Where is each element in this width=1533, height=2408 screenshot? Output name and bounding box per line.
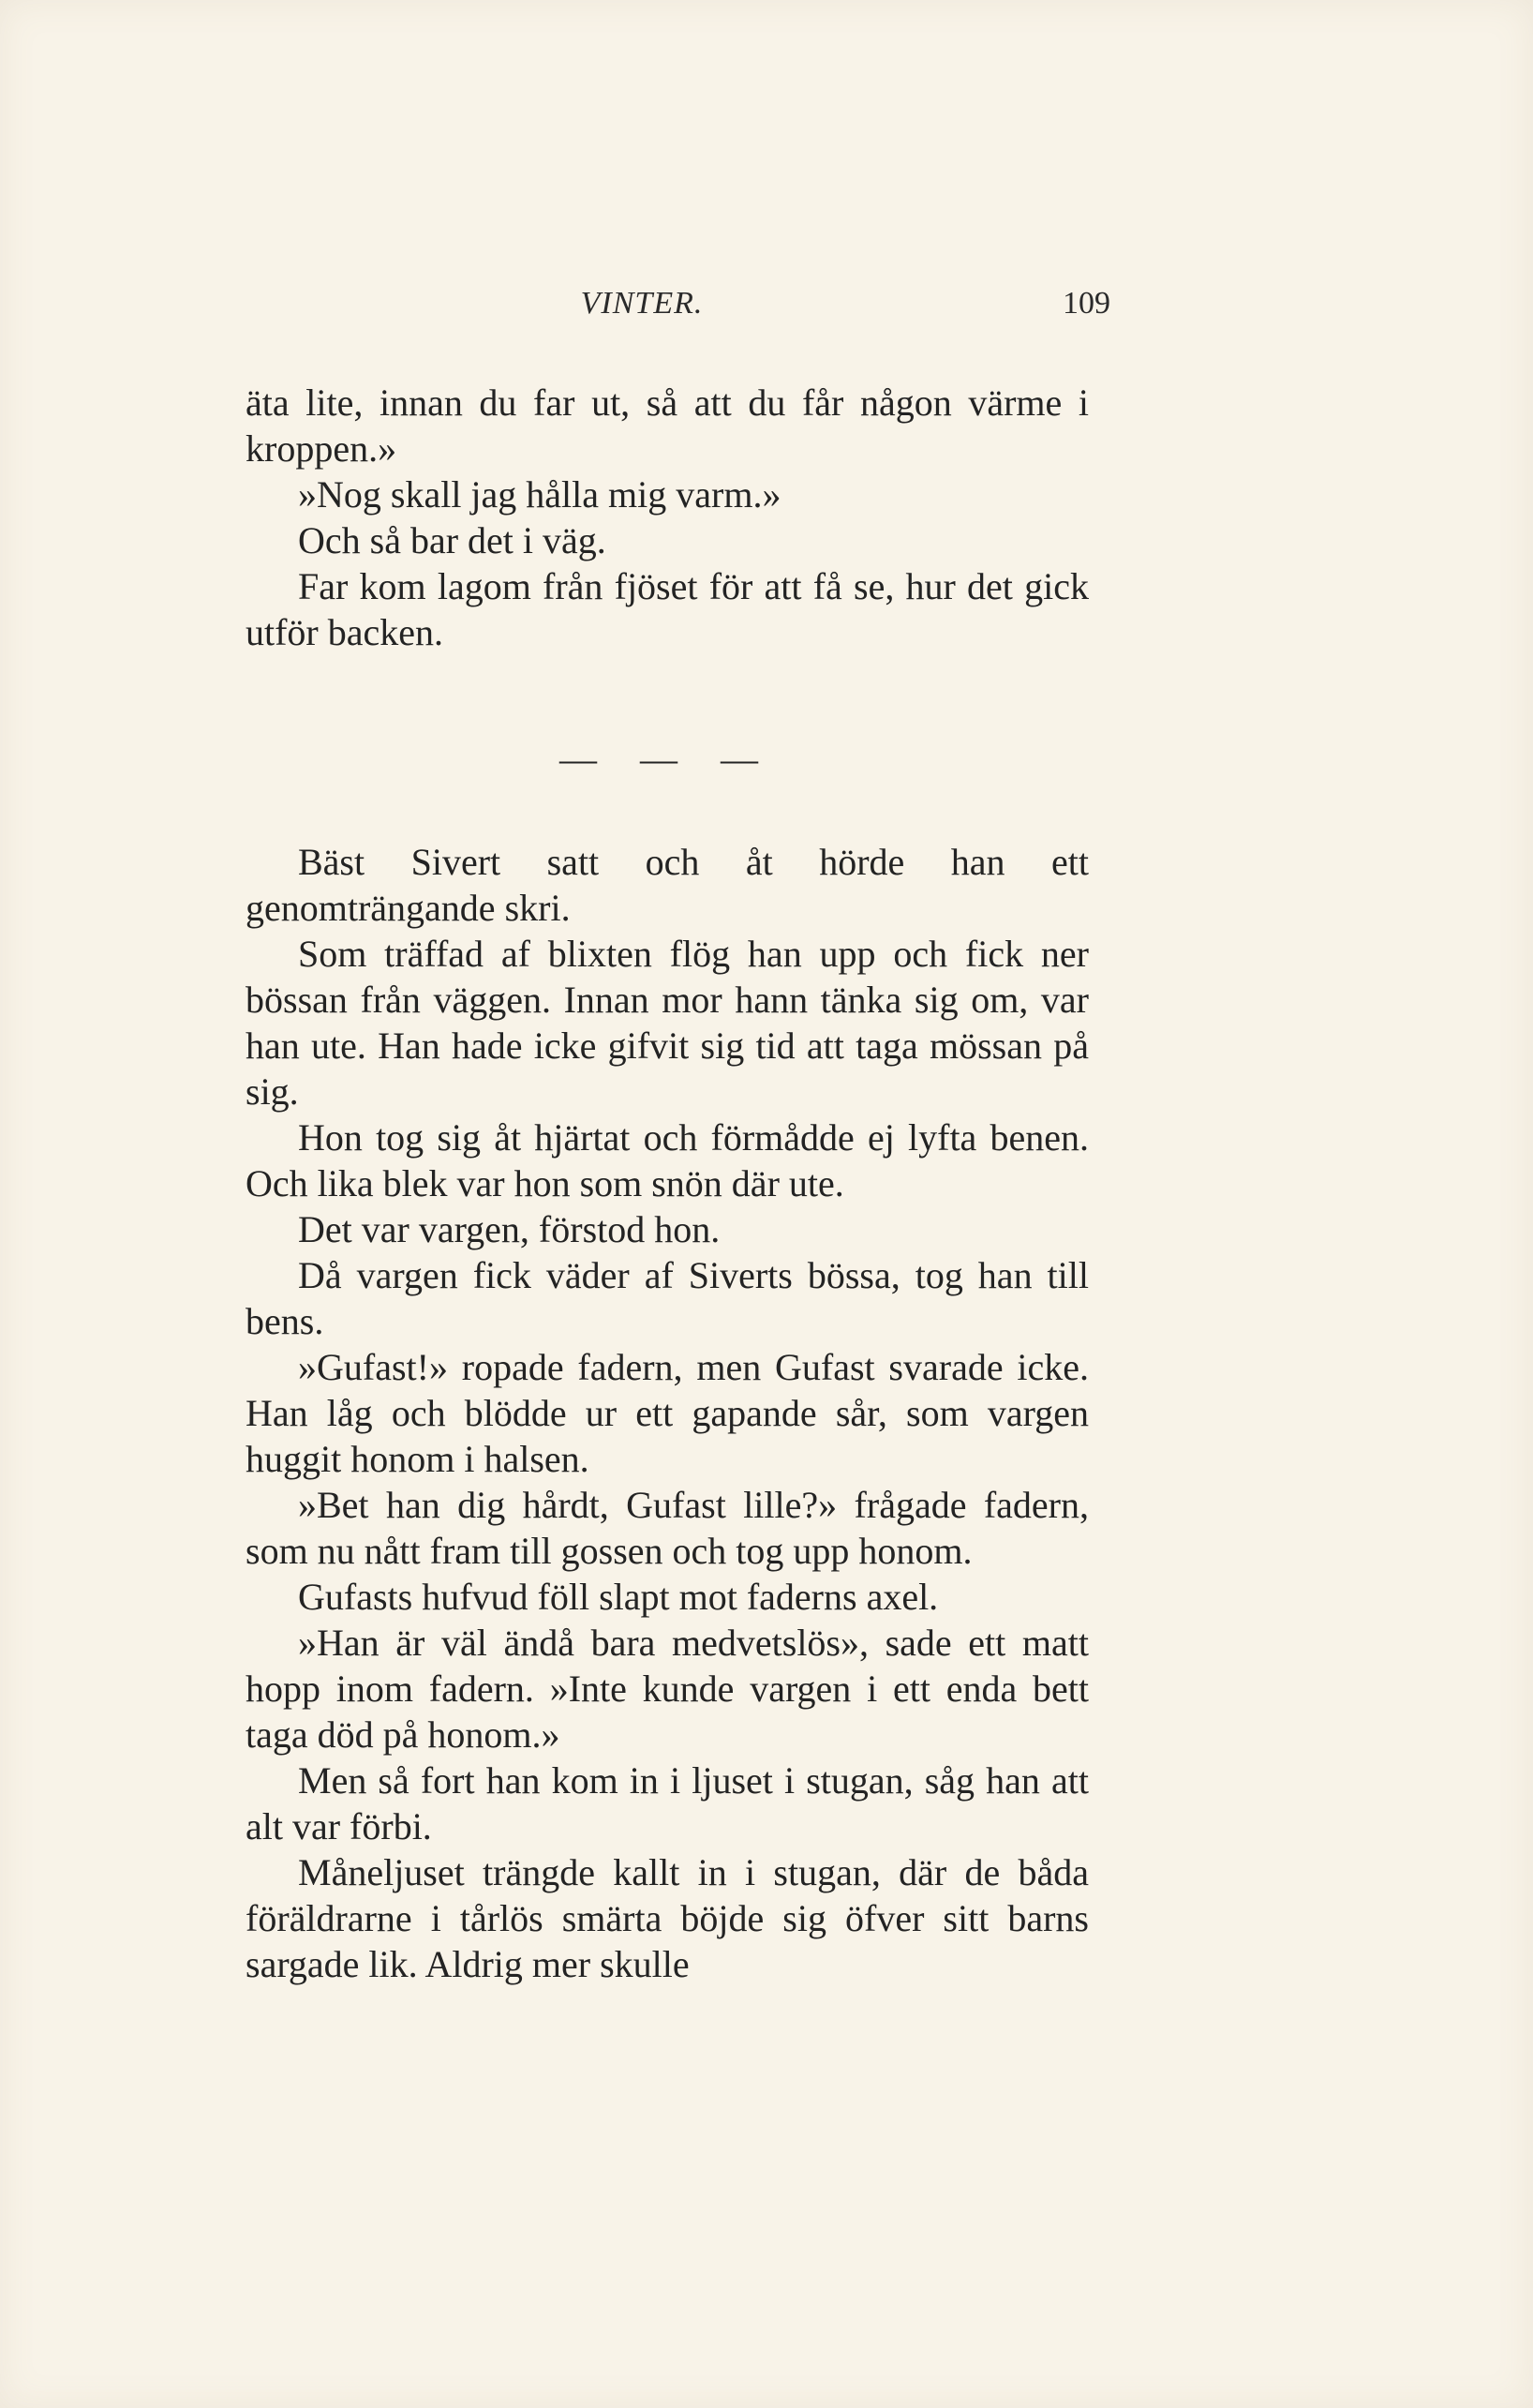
running-title: VINTER. — [580, 286, 704, 321]
paragraph: Men så fort han kom in i ljuset i stugan, såg han att alt var förbi. — [246, 1759, 1089, 1847]
paragraph: Det var vargen, förstod hon. — [298, 1208, 721, 1250]
page-number: 109 — [1063, 286, 1110, 321]
page-header — [173, 286, 1110, 333]
paragraph: Måneljuset trängde kallt in i stugan, där de båda föräldrarne i tårlös smärta böjde sig öfver sitt barns sargade lik. Aldrig mer skulle — [246, 1851, 1089, 1985]
paragraph: Och så bar det i väg. — [298, 519, 606, 561]
paragraph: Då vargen fick väder af Siverts bössa, tog han till bens. — [246, 1254, 1089, 1342]
scene-break-dashes: — — — — [559, 738, 775, 780]
paragraph: »Han är väl ändå bara medvetslös», sade ett matt hopp inom fadern. »Inte kunde vargen i ett enda bett taga död på honom.» — [246, 1622, 1089, 1756]
body-text — [246, 380, 1089, 1987]
paragraph: »Gufast!» ropade fadern, men Gufast svarade icke. Han låg och blödde ur ett gapande sår, som vargen huggit honom i halsen. — [246, 1346, 1089, 1480]
paragraph: Hon tog sig åt hjärtat och förmådde ej lyfta benen. Och lika blek var hon som snön där ute. — [246, 1116, 1089, 1204]
paragraph: »Bet han dig hårdt, Gufast lille?» frågade fadern, som nu nått fram till gossen och tog upp honom. — [246, 1484, 1089, 1572]
paragraph: äta lite, innan du far ut, så att du får någon värme i kroppen.» — [246, 381, 1089, 470]
paragraph: Bäst Sivert satt och åt hörde han ett genomträngande skri. — [246, 841, 1089, 929]
paragraph: Far kom lagom från fjöset för att få se, hur det gick utför backen. — [246, 565, 1089, 653]
paragraph: Gufasts hufvud föll slapt mot faderns axel. — [298, 1576, 939, 1618]
paragraph: »Nog skall jag hålla mig varm.» — [298, 473, 781, 516]
paragraph: Som träffad af blixten flög han upp och fick ner bössan från väggen. Innan mor hann tänka sig om, var han ute. Han hade icke gifvit sig tid att taga mössan på sig. — [246, 933, 1089, 1113]
scene-break — [246, 655, 1089, 839]
